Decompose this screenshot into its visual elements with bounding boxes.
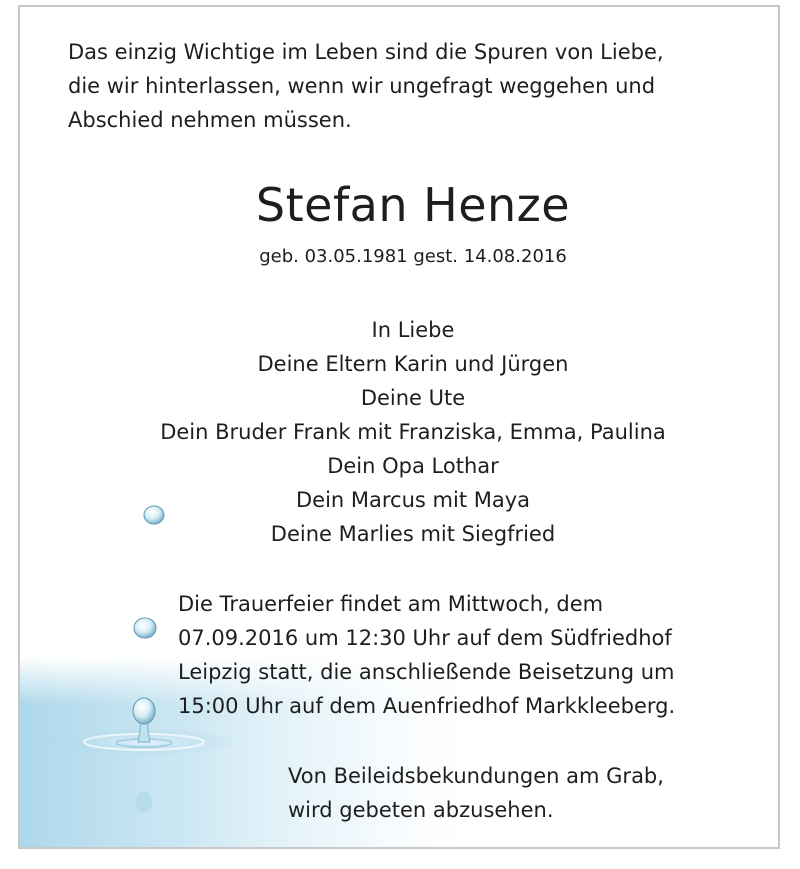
- condolence-note: [288, 759, 748, 827]
- quote-line: Das einzig Wichtige im Leben sind die Spuren von Liebe,: [68, 40, 664, 64]
- service-line: 15:00 Uhr auf dem Auenfriedhof Markkleeberg.: [178, 694, 676, 718]
- family-line: Deine Ute: [360, 386, 466, 410]
- life-dates: geb. 03.05.1981 gest. 14.08.2016: [259, 246, 567, 267]
- family-line: Dein Bruder Frank mit Franziska, Emma, Paulina: [160, 420, 666, 444]
- service-line: Leipzig statt, die anschließende Beisetzung um: [178, 660, 675, 684]
- memorial-quote: [68, 35, 758, 137]
- service-line: 07.09.2016 um 12:30 Uhr auf dem Südfriedhof: [178, 626, 672, 650]
- family-line: In Liebe: [371, 318, 455, 342]
- family-line: Dein Marcus mit Maya: [295, 488, 531, 512]
- family-line: Deine Eltern Karin und Jürgen: [257, 352, 569, 376]
- condolence-line: wird gebeten abzusehen.: [288, 798, 554, 822]
- funeral-service-info: [178, 587, 758, 723]
- family-line: Deine Marlies mit Siegfried: [270, 522, 556, 546]
- quote-line: Abschied nehmen müssen.: [68, 108, 352, 132]
- condolence-line: Von Beileidsbekundungen am Grab,: [288, 764, 664, 788]
- service-line: Die Trauerfeier findet am Mittwoch, dem: [178, 592, 604, 616]
- deceased-name: Stefan Henze: [255, 178, 571, 232]
- quote-line: die wir hinterlassen, wenn wir ungefragt weggehen und: [68, 74, 656, 98]
- family-line: Dein Opa Lothar: [327, 454, 499, 478]
- obituary-card: [18, 5, 780, 849]
- family-signatures: [20, 313, 780, 551]
